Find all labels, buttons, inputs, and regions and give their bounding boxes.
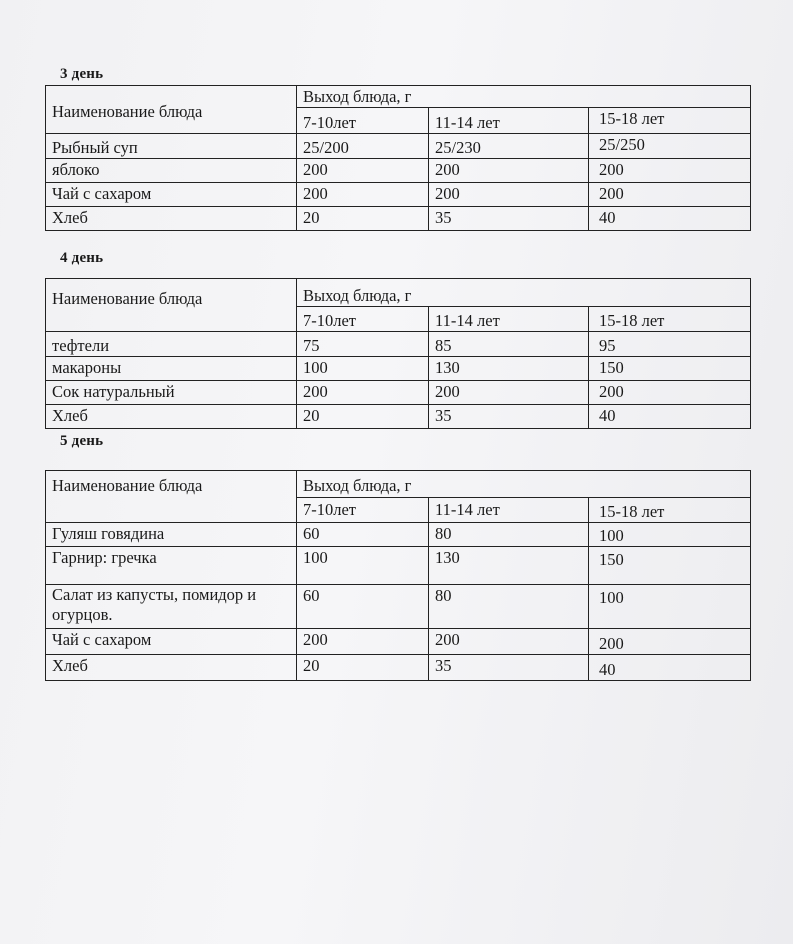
table-row <box>46 159 751 183</box>
dish-value: 200 <box>589 381 751 405</box>
dish-value: 200 <box>297 381 429 405</box>
header-age-7-10: 7-10лет <box>297 307 429 332</box>
dish-value: 35 <box>429 207 589 231</box>
dish-name: яблоко <box>46 159 297 183</box>
dish-value: 80 <box>429 585 589 629</box>
table-row <box>46 357 751 381</box>
dish-value: 200 <box>589 159 751 183</box>
table-row <box>46 629 751 655</box>
dish-value: 20 <box>297 405 429 429</box>
dish-value: 200 <box>297 629 429 655</box>
dish-value: 200 <box>589 183 751 207</box>
dish-name: Салат из капусты, помидор и огурцов. <box>46 585 297 629</box>
header-age-11-14: 11-14 лет <box>429 108 589 134</box>
dish-value: 200 <box>297 159 429 183</box>
dish-value: 80 <box>429 523 589 547</box>
dish-value: 85 <box>429 332 589 357</box>
header-age-7-10: 7-10лет <box>297 498 429 523</box>
day-3-table <box>45 85 751 231</box>
dish-value: 100 <box>589 585 751 629</box>
dish-name: тефтели <box>46 332 297 357</box>
dish-name: Рыбный суп <box>46 134 297 159</box>
dish-value: 130 <box>429 547 589 585</box>
dish-value: 25/250 <box>589 134 751 159</box>
dish-value: 130 <box>429 357 589 381</box>
dish-value: 200 <box>429 159 589 183</box>
dish-value: 100 <box>589 523 751 547</box>
dish-value: 100 <box>297 547 429 585</box>
day-3-title: 3 день <box>60 66 104 82</box>
dish-value: 20 <box>297 207 429 231</box>
header-age-7-10: 7-10лет <box>297 108 429 134</box>
table-row <box>46 183 751 207</box>
dish-value: 200 <box>429 183 589 207</box>
day-5-table <box>45 470 751 681</box>
table-row <box>46 207 751 231</box>
table-row <box>46 585 751 629</box>
header-yield: Выход блюда, г <box>297 86 751 108</box>
header-yield: Выход блюда, г <box>297 279 751 307</box>
dish-name: Хлеб <box>46 405 297 429</box>
day-4-table <box>45 278 751 429</box>
dish-name: макароны <box>46 357 297 381</box>
dish-value: 150 <box>589 547 751 585</box>
dish-value: 200 <box>429 629 589 655</box>
dish-value: 200 <box>429 381 589 405</box>
dish-name: Гуляш говядина <box>46 523 297 547</box>
day-5-title: 5 день <box>60 433 104 449</box>
dish-value: 60 <box>297 523 429 547</box>
header-dish-name: Наименование блюда <box>46 279 297 332</box>
dish-value: 40 <box>589 405 751 429</box>
header-age-15-18: 15-18 лет <box>589 108 751 134</box>
table-row <box>46 405 751 429</box>
dish-name: Чай с сахаром <box>46 183 297 207</box>
header-yield: Выход блюда, г <box>297 471 751 498</box>
header-age-11-14: 11-14 лет <box>429 498 589 523</box>
table-row <box>46 381 751 405</box>
dish-name: Гарнир: гречка <box>46 547 297 585</box>
dish-value: 40 <box>589 655 751 681</box>
dish-value: 95 <box>589 332 751 357</box>
dish-value: 200 <box>589 629 751 655</box>
dish-value: 20 <box>297 655 429 681</box>
dish-value: 35 <box>429 655 589 681</box>
header-age-15-18: 15-18 лет <box>589 307 751 332</box>
table-row <box>46 547 751 585</box>
dish-name: Хлеб <box>46 207 297 231</box>
dish-value: 40 <box>589 207 751 231</box>
table-row <box>46 655 751 681</box>
dish-value: 25/230 <box>429 134 589 159</box>
dish-value: 75 <box>297 332 429 357</box>
dish-name: Хлеб <box>46 655 297 681</box>
table-row <box>46 134 751 159</box>
header-dish-name: Наименование блюда <box>46 86 297 134</box>
dish-name: Чай с сахаром <box>46 629 297 655</box>
day-4-title: 4 день <box>60 250 104 266</box>
header-dish-name: Наименование блюда <box>46 471 297 523</box>
header-age-15-18: 15-18 лет <box>589 498 751 523</box>
table-row <box>46 523 751 547</box>
dish-value: 200 <box>297 183 429 207</box>
dish-value: 150 <box>589 357 751 381</box>
header-age-11-14: 11-14 лет <box>429 307 589 332</box>
dish-value: 100 <box>297 357 429 381</box>
dish-value: 35 <box>429 405 589 429</box>
table-row <box>46 332 751 357</box>
dish-name: Сок натуральный <box>46 381 297 405</box>
dish-value: 25/200 <box>297 134 429 159</box>
dish-value: 60 <box>297 585 429 629</box>
